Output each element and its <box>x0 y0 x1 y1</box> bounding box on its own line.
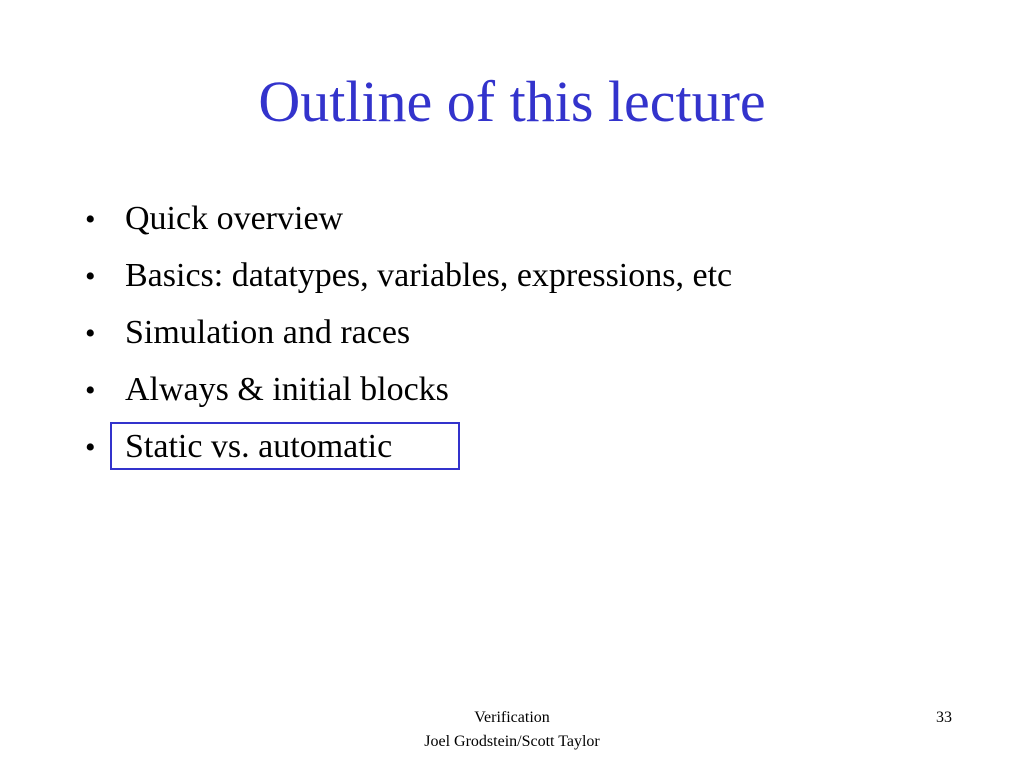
bullet-item <box>85 190 732 247</box>
bullet-text: Simulation and races <box>125 314 411 351</box>
footer <box>362 706 662 754</box>
bullet-icon: • <box>85 431 96 464</box>
bullet-item <box>85 361 732 418</box>
footer-course: Verification <box>474 709 550 726</box>
bullet-item <box>85 247 732 304</box>
bullet-text: Basics: datatypes, variables, expressions, etc <box>125 257 733 294</box>
bullet-icon: • <box>85 260 96 293</box>
highlight-box <box>110 422 460 470</box>
bullet-text: Quick overview <box>125 200 344 237</box>
bullet-icon: • <box>85 203 96 236</box>
bullet-icon: • <box>85 374 96 407</box>
bullet-item <box>85 304 732 361</box>
bullet-text: Static vs. automatic <box>125 428 393 465</box>
footer-authors: Joel Grodstein/Scott Taylor <box>424 733 600 750</box>
slide-title: Outline of this lecture <box>258 69 766 134</box>
page-number: 33 <box>936 709 952 726</box>
bullet-text: Always & initial blocks <box>125 371 449 408</box>
bullet-icon: • <box>85 317 96 350</box>
